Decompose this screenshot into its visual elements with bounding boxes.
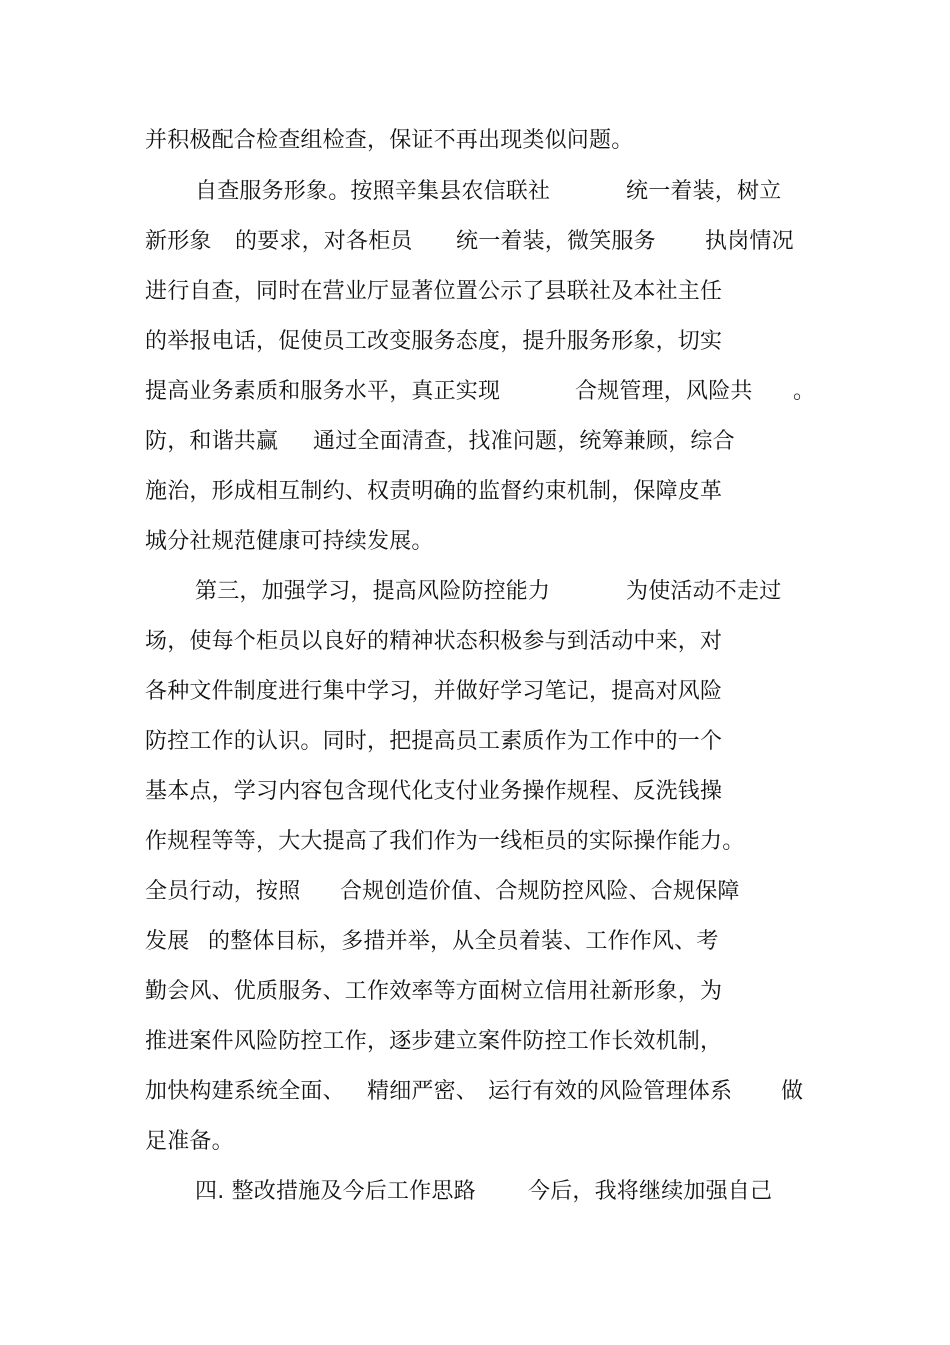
text-line — [195, 575, 795, 609]
text-segment: 合规管理，风险共 — [575, 379, 753, 404]
text-segment: 并积极配合检查组检查，保证不再出现类似问题。 — [145, 128, 634, 153]
text-segment: 防控工作的认识。同时，把提高员工素质作为工作中的一个 — [145, 729, 723, 754]
text-segment: 推进案件风险防控工作，逐步建立案件防控工作长效机制， — [145, 1029, 723, 1054]
text-segment: 发展 — [145, 929, 190, 954]
text-line — [145, 975, 765, 1009]
text-segment: 提高业务素质和服务水平，真正实现 — [145, 379, 501, 404]
text-segment: 新形象 — [145, 229, 212, 254]
text-line — [145, 475, 765, 509]
text-segment: 精细严密、 — [367, 1079, 479, 1104]
text-line — [145, 325, 765, 359]
text-segment: 施治，形成相互制约、权责明确的监督约束机制，保障皮革 — [145, 479, 723, 504]
text-segment: 四. 整改措施及今后工作思路 — [195, 1179, 476, 1204]
text-line — [145, 625, 765, 659]
text-segment: 为使活动不走过 — [626, 579, 782, 604]
text-segment: 作规程等等，大大提高了我们作为一线柜员的实际操作能力。 — [145, 829, 745, 854]
text-segment: 进行自查，同时在营业厅显著位置公示了县联社及本社主任 — [145, 279, 723, 304]
text-line — [145, 1025, 765, 1059]
text-line — [195, 175, 795, 209]
text-segment: 城分社规范健康可持续发展。 — [145, 529, 434, 554]
text-segment: 基本点，学习内容包含现代化支付业务操作规程、反洗钱操 — [145, 779, 723, 804]
text-line — [145, 275, 765, 309]
text-segment: 全员行动，按照 — [145, 879, 301, 904]
text-segment: 自查服务形象。按照辛集县农信联社 — [195, 179, 551, 204]
text-segment: 统一着装，树立 — [626, 179, 782, 204]
text-line — [145, 375, 815, 409]
text-line — [145, 425, 765, 459]
text-line — [145, 124, 745, 158]
text-line — [145, 825, 785, 859]
text-line — [145, 775, 765, 809]
text-segment: 今后，我将继续加强自己 — [528, 1179, 773, 1204]
text-segment: 勤会风、优质服务、工作效率等方面树立信用社新形象，为 — [145, 979, 723, 1004]
text-segment: 统一着装，微笑服务 — [456, 229, 656, 254]
text-segment: 加快构建系统全面、 — [145, 1079, 345, 1104]
text-line — [145, 925, 765, 959]
text-segment: 运行有效的风险管理体系 — [488, 1079, 733, 1104]
text-segment: 各种文件制度进行集中学习，并做好学习笔记，提高对风险 — [145, 679, 723, 704]
text-line — [145, 1075, 815, 1109]
text-line — [145, 675, 765, 709]
text-segment: 第三，加强学习，提高风险防控能力 — [195, 579, 551, 604]
text-line — [195, 1175, 795, 1209]
text-segment: 防，和谐共赢 — [145, 429, 279, 454]
text-line — [145, 725, 765, 759]
text-segment: 足准备。 — [145, 1129, 234, 1154]
text-segment: 通过全面清查，找准问题，统筹兼顾，综合 — [313, 429, 735, 454]
text-segment: 做 — [781, 1079, 804, 1104]
text-line — [145, 225, 805, 259]
text-segment: 执岗情况 — [705, 229, 794, 254]
text-segment: 的整体目标，多措并举，从全员着装、工作作风、考 — [208, 929, 719, 954]
text-segment: 场，使每个柜员以良好的精神状态积极参与到活动中来，对 — [145, 629, 723, 654]
text-segment: 的举报电话，促使员工改变服务态度，提升服务形象，切实 — [145, 329, 723, 354]
text-line — [145, 525, 765, 559]
text-line — [145, 1125, 345, 1159]
text-segment: 。 — [793, 379, 816, 404]
text-segment: 合规创造价值、合规防控风险、合规保障 — [340, 879, 740, 904]
text-line — [145, 875, 785, 909]
text-segment: 的要求，对各柜员 — [235, 229, 413, 254]
